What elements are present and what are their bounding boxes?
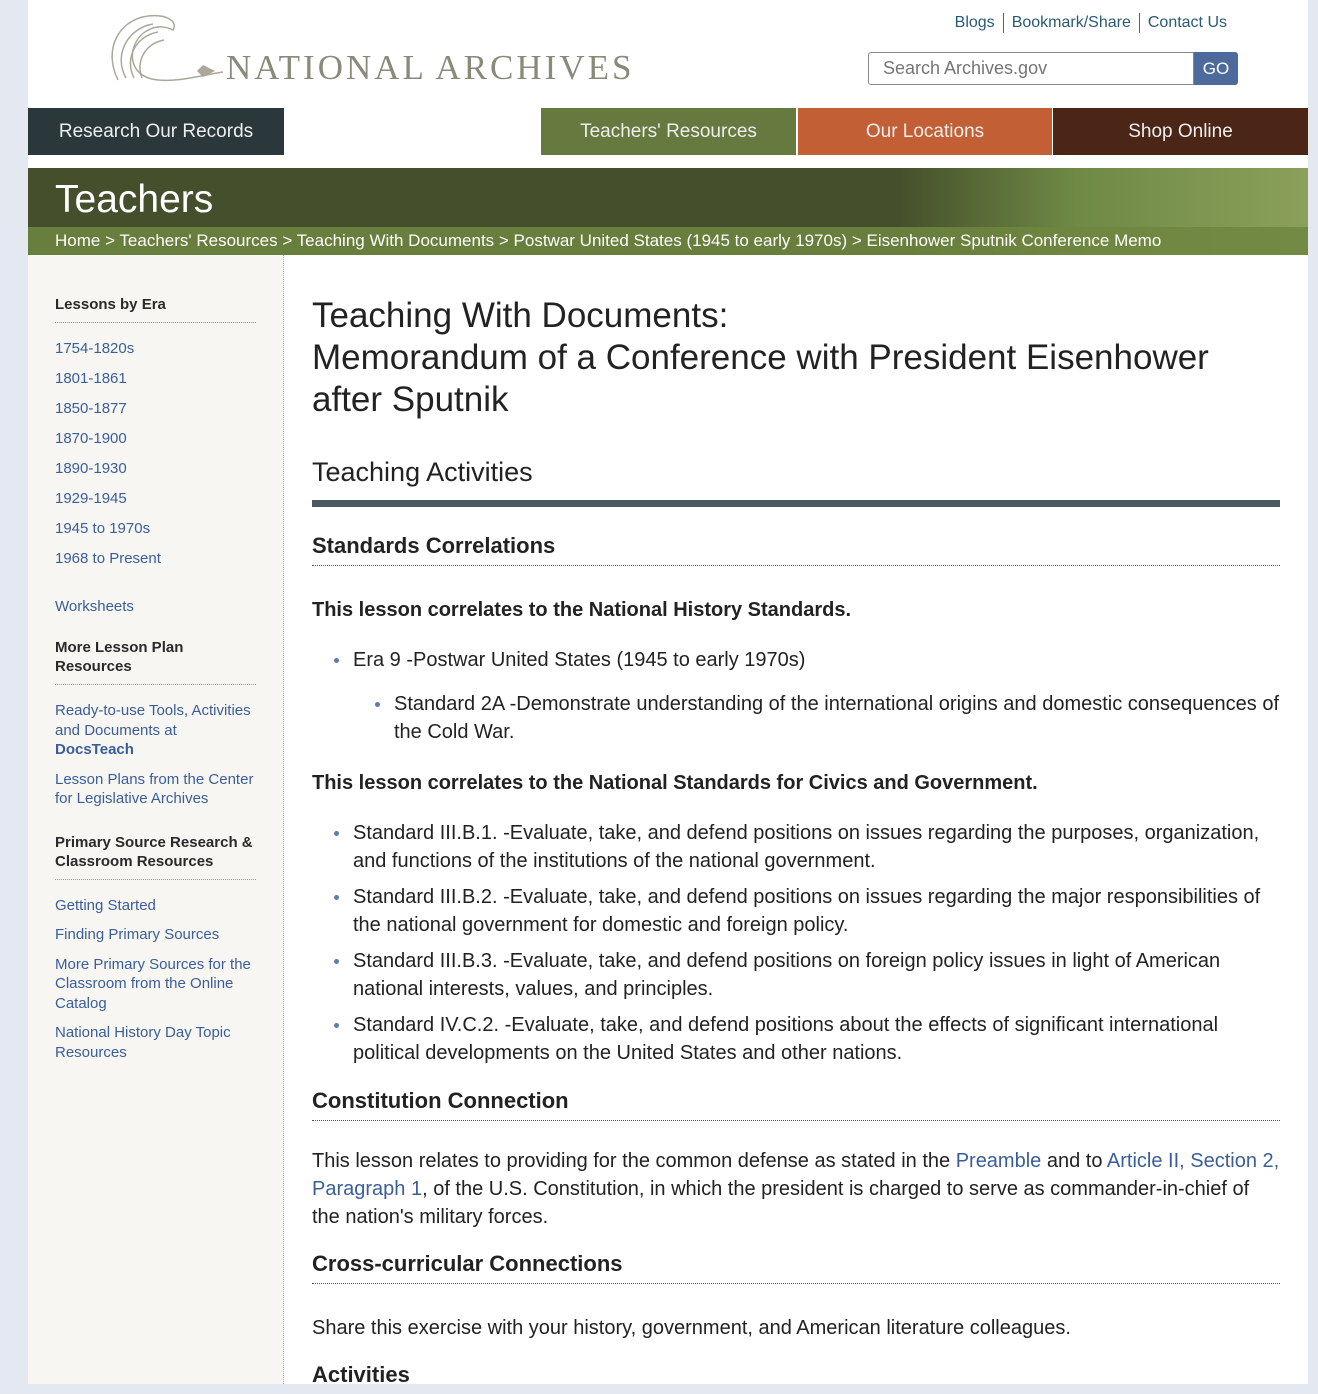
activities-heading: Activities (312, 1361, 410, 1387)
docsteach-link[interactable] (55, 701, 256, 760)
era-link[interactable]: 1870-1900 (55, 430, 127, 447)
era-link[interactable]: 1890-1930 (55, 460, 127, 477)
section-heading: Teaching Activities (312, 457, 1280, 507)
national-archives-logo[interactable] (98, 10, 634, 86)
constitution-heading: Constitution Connection (312, 1088, 1280, 1121)
text: This lesson relates to providing for the common defense as stated in the (312, 1149, 956, 1172)
teachers-banner (28, 168, 1308, 255)
search-form (868, 52, 1238, 85)
nhs-intro: This lesson correlates to the National History Standards. (312, 599, 852, 621)
utility-links (947, 13, 1235, 33)
list-item: Standard III.B.2. -Evaluate, take, and defend positions on issues regarding the major responsibilities of the national government for domestic and foreign policy. (312, 883, 1280, 940)
finding-primary-sources-link[interactable]: Finding Primary Sources (55, 926, 220, 943)
title-line-1: Teaching With Documents: (312, 296, 729, 335)
title-line-2: Memorandum of a Conference with President Eisenhower after Sputnik (312, 338, 1209, 419)
getting-started-link[interactable]: Getting Started (55, 896, 156, 914)
civics-intro: This lesson correlates to the National Standards for Civics and Government. (312, 771, 1038, 794)
constitution-text (312, 1147, 1280, 1231)
page (28, 0, 1308, 1387)
era-link[interactable]: 1754-1820s (55, 340, 135, 357)
standards-heading: Standards Correlations (312, 533, 1280, 566)
page-title (312, 295, 1280, 421)
nav-teachers-resources[interactable]: Teachers' Resources (541, 108, 796, 155)
text: , of the U.S. Constitution, in which the president is charged to serve as commander-in-chief of the nation's military forces. (312, 1177, 1250, 1228)
era-link[interactable]: 1929-1945 (55, 490, 127, 507)
bookmark-share-link[interactable]: Bookmark/Share (1003, 13, 1139, 33)
article-ii-link[interactable]: Article II, Section 2, Paragraph 1 (312, 1149, 1280, 1200)
list-item: Era 9 -Postwar United States (1945 to early 1970s) (312, 646, 1280, 675)
blogs-link[interactable]: Blogs (954, 14, 995, 31)
breadcrumb[interactable]: Home > Teachers' Resources > Teaching With Documents > Postwar United States (1945 to early 1970s) > Eisenhower Sputnik Conference Memo (28, 227, 1308, 255)
nav-shop-online[interactable]: Shop Online (1053, 108, 1308, 155)
era-link[interactable]: 1801-1861 (55, 370, 127, 387)
search-input[interactable] (868, 52, 1194, 85)
cross-curricular-text: Share this exercise with your history, government, and American literature colleagues. (312, 1316, 1071, 1339)
primary-source-heading: Primary Source Research & Classroom Resources (55, 833, 256, 880)
banner-title: Teachers (55, 178, 214, 221)
list-item: Standard III.B.1. -Evaluate, take, and defend positions on issues regarding the purposes, organization, and functions of the institutions of the national government. (312, 819, 1280, 876)
list-item: Standard III.B.3. -Evaluate, take, and defend positions on foreign policy issues in light of American national interests, values, and principles. (312, 947, 1280, 1004)
main-nav (28, 108, 1308, 155)
docsteach-text: Ready-to-use Tools, Activities and Documents at (55, 702, 251, 739)
nhd-topic-link[interactable]: National History Day Topic Resources (55, 1024, 231, 1061)
main-content (312, 255, 1280, 1394)
civics-standards-list (312, 819, 1280, 1068)
era-link[interactable]: 1850-1877 (55, 400, 127, 417)
list-item: Standard IV.C.2. -Evaluate, take, and defend positions about the effects of significant international political developments on the United States and other nations. (312, 1011, 1280, 1068)
nav-research-our-records[interactable]: Research Our Records (28, 108, 284, 155)
era-link[interactable]: 1968 to Present (55, 550, 161, 567)
contact-us-link[interactable]: Contact Us (1139, 13, 1235, 33)
lessons-by-era-heading: Lessons by Era (55, 295, 256, 323)
cross-curricular-heading: Cross-curricular Connections (312, 1251, 1280, 1284)
search-go-button[interactable]: GO (1194, 52, 1238, 85)
text: and to (1041, 1149, 1107, 1172)
logo-text: NATIONAL ARCHIVES (226, 48, 635, 87)
era-link[interactable]: 1945 to 1970s (55, 520, 151, 537)
nav-our-locations[interactable]: Our Locations (798, 108, 1052, 155)
more-lesson-plan-heading: More Lesson Plan Resources (55, 638, 256, 685)
more-primary-sources-link[interactable]: More Primary Sources for the Classroom from the Online Catalog (55, 955, 251, 1012)
sidebar (28, 255, 284, 1384)
eagle-logo-icon (98, 10, 228, 86)
list-item: Standard 2A -Demonstrate understanding of the international origins and domestic consequences of the Cold War. (312, 690, 1280, 747)
history-standards-list (312, 646, 1280, 747)
docsteach-bold: DocsTeach (55, 741, 134, 758)
preamble-link[interactable]: Preamble (955, 1149, 1042, 1172)
worksheets-link[interactable]: Worksheets (55, 597, 134, 615)
legislative-archives-link[interactable]: Lesson Plans from the Center for Legislative Archives (55, 770, 254, 807)
